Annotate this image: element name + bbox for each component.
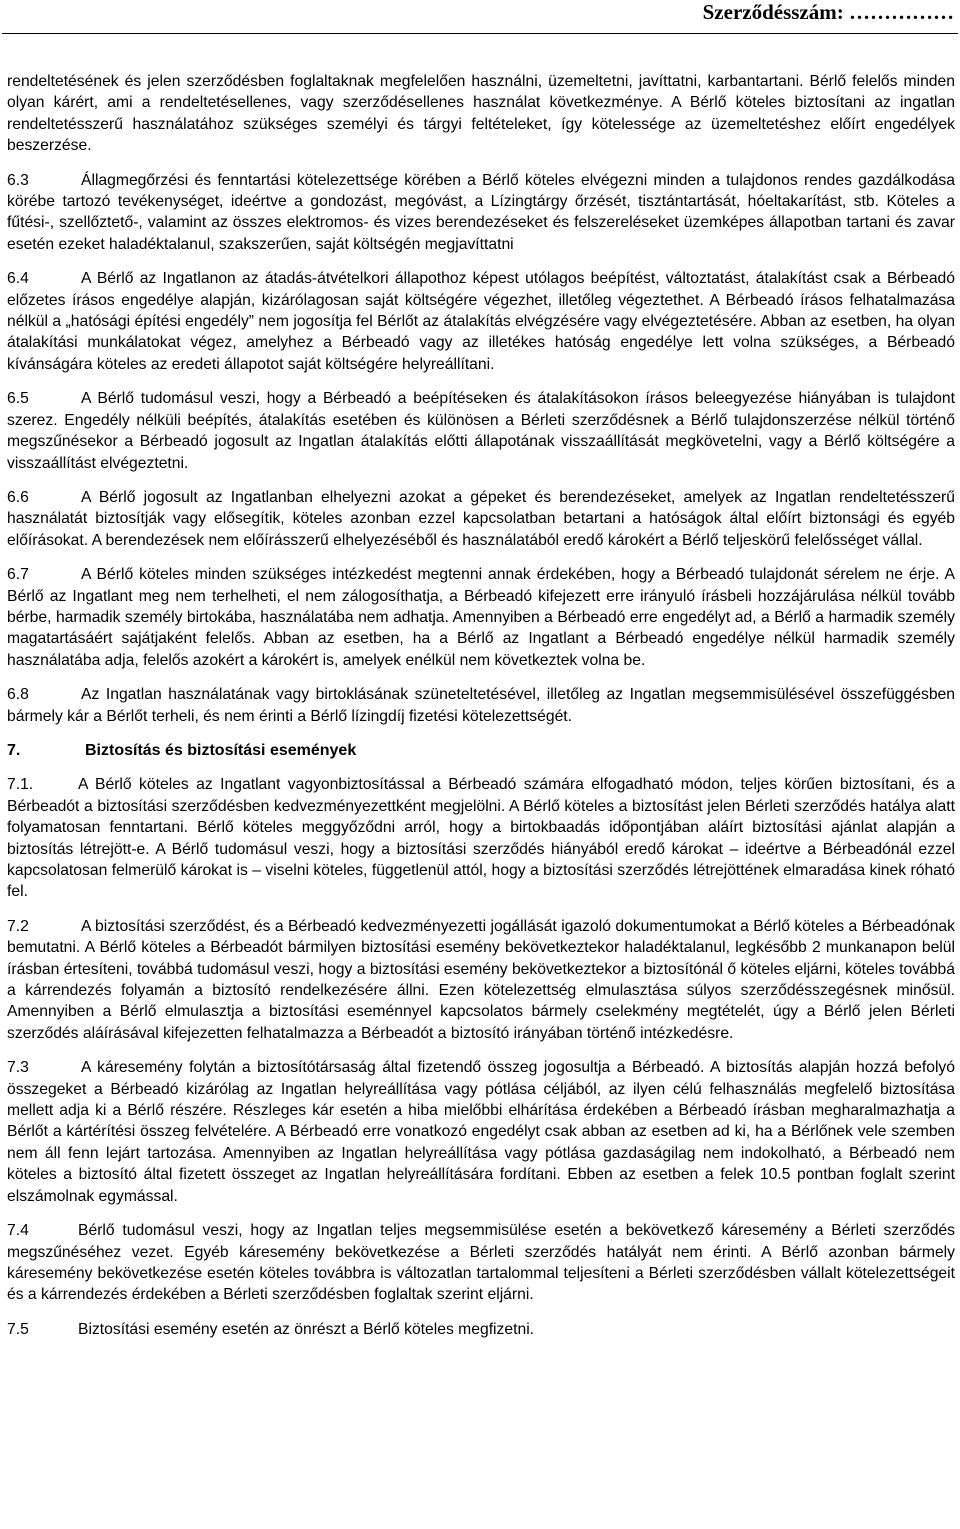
paragraph-number: 6.4 (7, 270, 29, 288)
section-title: Biztosítás és biztosítási események (85, 741, 357, 759)
paragraph-text: A biztosítási szerződést, és a Bérbeadó kedvezményezetti jogállását igazoló dokumentumokat a Bérlő köteles a Bérbeadónak bemutatni. A Bérlő köteles a Bérbeadót bármilyen biztosítási esemény bekövetkeztekor haladéktalanul, legkésőbb 2 munkanapon belül írásban értesíteni, továbbá tudomásul veszi, hogy a biztosítási esemény bekövetkeztekor a biztosítónál ő köteles eljárni, köteles továbbá a kárrendezés folyamán a biztosító rendelkezésére állni. Ezen kötelezettség elmulasztása súlyos szerződésszegésnek minősül. Amennyiben a Bérlő elmulasztja a biztosítási eseménnyel kapcsolatos bármely cselekmény megtételét, úgy a Bérlő jelen Bérleti szerződés aláírásával kifejezetten felhatalmazza a Bérbeadót a biztosító irányában történő intézkedésre. (7, 917, 955, 1042)
header-divider (2, 33, 958, 34)
paragraph-6-8 (7, 684, 955, 727)
paragraph-6-5 (7, 388, 955, 474)
paragraph-text: A Bérlő jogosult az Ingatlanban elhelyezni azokat a gépeket és berendezéseket, amelyek az Ingatlan rendeltetésszerű használatát biztosítják vagy elősegítik, köteles azonban ezzel kapcsolatban betartani a hatóságok által előírt biztonsági és egyéb előírásokat. A berendezések nem előírásszerű elhelyezéséből és használatából eredő károkért a Bérlő teljeskörű felelősséget vállal. (7, 488, 955, 549)
paragraph-text: Bérlő tudomásul veszi, hogy az Ingatlan teljes megsemmisülése esetén a bekövetkező káresemény a Bérleti szerződés megszűnéséhez vezet. Egyéb káresemény bekövetkezése a Bérleti szerződés hatályát nem érinti. A Bérlő azonban bármely káresemény bekövetkezése esetén köteles továbbra is változatlan tartalommal teljesíteni a Bérleti szerződésben vállalt kötelezettségeit és a kárrendezés érdekében a Bérleti szerződésben foglaltak szerint eljárni. (7, 1222, 955, 1304)
section-7-heading (7, 740, 955, 761)
paragraph-number: 6.3 (7, 171, 29, 189)
section-number: 7. (7, 741, 21, 759)
paragraph-number: 6.5 (7, 390, 29, 408)
document-body (7, 71, 955, 1353)
paragraph-text: A Bérlő köteles az Ingatlant vagyonbiztosítással a Bérbeadó számára elfogadható módon, teljes körűen biztosítani, és a Bérbeadót a biztosítási szerződésben kedvezményezettként megjelölni. A Bérlő köteles a biztosítást jelen Bérleti szerződés hatálya alatt folyamatosan fenntartani. Bérlő köteles meggyőződni arról, hogy a birtokbaadás időpontjában aláírt biztosítási ajánlat alapján a biztosítás létrejött-e. A Bérlő tudomásul veszi, hogy a biztosítási szerződés hiányából eredő károkat – ideértve a Bérbeadónál ezzel kapcsolatosan felmerülő károkat is – viselni köteles, függetlenül attól, hogy a biztosítási szerződés létrejöttének elmaradása kinek róható fel. (7, 776, 955, 901)
paragraph-6-7 (7, 564, 955, 671)
paragraph-6-3 (7, 170, 955, 256)
paragraph-number: 6.6 (7, 488, 29, 506)
contract-number-header: Szerződésszám: …………… (702, 0, 954, 24)
paragraph-number: 7.1. (7, 776, 34, 794)
paragraph-7-3 (7, 1057, 955, 1207)
paragraph-number: 7.5 (7, 1320, 29, 1338)
paragraph-text: Az Ingatlan használatának vagy birtoklásának szüneteltetésével, illetőleg az Ingatlan megsemmisülésével összefüggésben bármely kár a Bérlőt terheli, és nem érinti a Bérlő lízingdíj fizetési kötelezettségét. (7, 686, 955, 725)
paragraph-text: A káresemény folytán a biztosítótársaság által fizetendő összeg jogosultja a Bérbeadó. A biztosítás alapján hozzá befolyó összegeket a Bérbeadó kizárólag az Ingatlan helyreállítása vagy pótlása céljából, az ilyen célú felhasználás megfelelő biztosítása mellett adja ki a Bérlő részére. Részleges kár esetén a hiba mielőbbi elhárítása érdekében a Bérbeadó írásban megharalmazhatja a Bérlőt a kártérítési összeg felvételére. A Bérbeadó erre vonatkozó engedélyt csak abban az esetben ad ki, ha a Bérlőnek vele szemben nem áll fenn lejárt tartozása. Amennyiben az Ingatlan helyreállítása vagy pótlása gazdaságilag nem indokolható, a Bérbeadó nem köteles a biztosító által fizetett összeget az Ingatlan helyreállítására fordítani. Ebben az esetben a felek 10.5 pontban foglalt szerint elszámolnak egymással. (7, 1059, 955, 1205)
paragraph-number: 7.2 (7, 917, 29, 935)
paragraph-text: Biztosítási esemény esetén az önrészt a Bérlő köteles megfizetni. (78, 1320, 535, 1338)
paragraph-number: 7.3 (7, 1059, 29, 1077)
paragraph-6-4 (7, 268, 955, 375)
paragraph-text: A Bérlő köteles minden szükséges intézkedést megtenni annak érdekében, hogy a Bérbeadó tulajdonát sérelem ne érje. A Bérlő az Ingatlant meg nem terhelheti, el nem zálogosíthatja, a Bérbeadó kifejezett erre irányuló írásbeli hozzájárulása nélkül tovább bérbe, harmadik személy birtokába, használatába nem adhatja. Amennyiben a Bérbeadó erre engedélyt ad, a Bérlő a harmadik személy magatartásáért sajátjaként felelős. Abban az esetben, ha a Bérlő az Ingatlant a Bérbeadó engedélye nélkül harmadik személy használatába adja, felelős azokért a károkért is, amelyek enélkül nem következtek volna be. (7, 566, 955, 669)
paragraph-text: A Bérlő az Ingatlanon az átadás-átvételkori állapothoz képest utólagos beépítést, változtatást, átalakítást csak a Bérbeadó előzetes írásos engedélye alapján, kizárólagosan saját költségére végezhet, illetőleg végeztethet. A Bérbeadó írásos felhatalmazása nélkül a „hatósági építési engedély” nem jogosítja fel Bérlőt az átalakítás elvégzésére vagy elvégeztetésére. Abban az esetben, ha olyan átalakítási munkálatokat végez, amelyhez a Bérbeadó vagy az illetékes hatóság engedélye lett volna szükséges, a Bérbeadó kívánságára köteles az eredeti állapotot saját költségére helyreállítani. (7, 270, 955, 373)
paragraph-text: rendeltetésének és jelen szerződésben foglaltaknak megfelelően használni, üzemeltetni, javíttatni, karbantartani. Bérlő felelős minden olyan kárért, ami a rendeltetésellenes, vagy szerződésellenes használat következménye. A Bérlő köteles biztosítani az ingatlan rendeltetésszerű használatához szükséges személyi és tárgyi feltételeket, így kötelessége az üzemeltetéshez előírt engedélyek beszerzése. (7, 73, 955, 155)
paragraph-6-6 (7, 487, 955, 551)
paragraph-7-1 (7, 774, 955, 902)
paragraph-7-2 (7, 916, 955, 1044)
paragraph-number: 6.8 (7, 686, 29, 704)
paragraph-text: A Bérlő tudomásul veszi, hogy a Bérbeadó a beépítéseken és átalakításokon írásos beleegyezése hiányában is tulajdont szerez. Engedély nélküli beépítés, átalakítás esetében és különösen a Bérleti szerződésnek a Bérlő tulajdonszerzése nélkül történő megszűnésekor a Bérbeadó jogosult az Ingatlan átalakítás előtti állapotának visszaállítását megkövetelni, vagy a Bérlő költségére a visszaállítást elvégeztetni. (7, 390, 955, 472)
paragraph-number: 7.4 (7, 1222, 29, 1240)
paragraph-7-4 (7, 1220, 955, 1306)
paragraph-6-2-continuation (7, 71, 955, 157)
paragraph-7-5 (7, 1319, 955, 1340)
paragraph-text: Állagmegőrzési és fenntartási kötelezettsége körében a Bérlő köteles elvégezni minden a tulajdonos rendes gazdálkodása körébe tartozó tevékenységet, ideértve a gondozást, megóvást, a Lízingtárgy őrzését, tisztántartását, hóeltakarítást, stb. Köteles a fűtési-, szellőztető-, valamint az összes elektromos- és vizes berendezéseket és felszereléseket üzemképes állapotban tartani és zavar esetén ezeket haladéktalanul, szakszerűen, saját költségén megjavíttatni (7, 171, 955, 253)
paragraph-number: 6.7 (7, 566, 29, 584)
